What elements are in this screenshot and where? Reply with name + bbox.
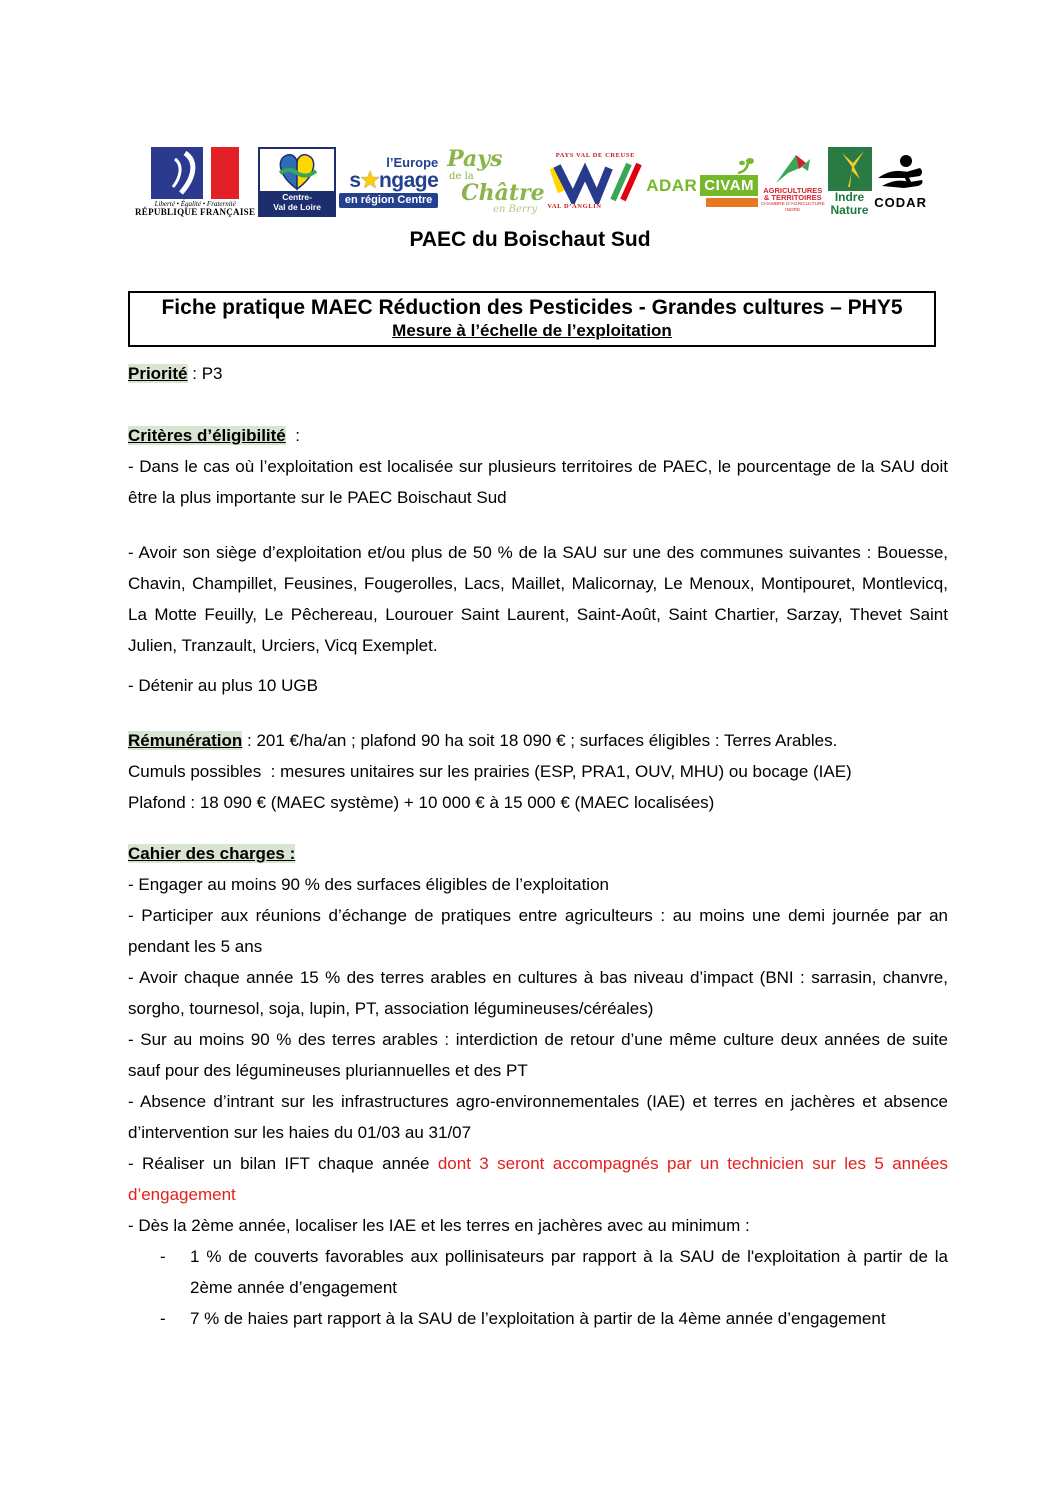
rf-motto: Liberté • Égalité • Fraternité bbox=[154, 199, 236, 208]
logo-codar bbox=[874, 154, 927, 210]
agri-line4: INDRE bbox=[785, 207, 801, 213]
adar-label: ADAR bbox=[646, 175, 698, 195]
priority-label: Priorité bbox=[128, 364, 188, 383]
sub-item-1 bbox=[128, 1241, 948, 1303]
title-box-heading: Fiche pratique MAEC Réduction des Pesticides - Grandes cultures – PHY5 bbox=[161, 296, 903, 319]
logo-strip bbox=[135, 136, 927, 228]
rf-name: RÉPUBLIQUE FRANÇAISE bbox=[135, 206, 256, 217]
logo-adar-civam bbox=[646, 157, 758, 208]
indre-line2: Nature bbox=[830, 203, 869, 217]
priority-value: : P3 bbox=[187, 364, 223, 383]
indre-line1: Indre bbox=[834, 190, 865, 205]
chatre-berry: en Berry bbox=[493, 204, 538, 216]
logo-republique-francaise bbox=[135, 147, 255, 218]
cvl-label bbox=[260, 191, 334, 215]
europe-s: s bbox=[349, 168, 361, 192]
chatre-pays: Pays bbox=[447, 146, 503, 173]
creuse-bottom-label: VAL D’ANGLIN bbox=[547, 203, 602, 210]
spec-item-6 bbox=[128, 1148, 948, 1210]
spec-item-4: - Sur au moins 90 % des terres arables : interdiction de retour d’une même culture deux années de suite sauf pour des légumineuses pluriannuelles et des PT bbox=[128, 1030, 948, 1080]
spec-item-7: - Dès la 2ème année, localiser les IAE et les terres en jachères avec au minimum : bbox=[128, 1216, 750, 1235]
sub-item-2-text: 7 % de haies part rapport à la SAU de l’exploitation à partir de la 4ème année d’engagement bbox=[190, 1309, 886, 1328]
spec-item-1: - Engager au moins 90 % des surfaces éligibles de l’exploitation bbox=[128, 875, 609, 894]
specifications-heading bbox=[128, 838, 948, 869]
remuneration-line3: Plafond : 18 090 € (MAEC système) + 10 000 € à 15 000 € (MAEC localisées) bbox=[128, 793, 715, 812]
europe-ngage: ngage bbox=[378, 168, 439, 192]
agri-line2: & TERRITOIRES bbox=[763, 193, 822, 203]
chamber-bird-icon bbox=[772, 151, 814, 187]
specifications-label: Cahier des charges : bbox=[128, 844, 296, 863]
remuneration-text: : 201 €/ha/an ; plafond 90 ha soit 18 090 € ; surfaces éligibles : Terres Arables. bbox=[242, 731, 838, 750]
europe-line1: l’Europe bbox=[386, 154, 439, 170]
leaf-icon bbox=[734, 157, 758, 175]
logo-indre-nature bbox=[828, 147, 872, 216]
document-body bbox=[128, 358, 948, 1334]
eligibility-heading bbox=[128, 420, 948, 451]
w-icon bbox=[547, 160, 643, 204]
logo-europe-sengage bbox=[339, 156, 438, 208]
bird-tree-icon bbox=[830, 149, 870, 189]
europe-band: en région Centre bbox=[339, 193, 438, 209]
adar-orange-band bbox=[706, 198, 758, 207]
remuneration-paragraph bbox=[128, 725, 948, 756]
eligibility-label: Critères d’éligibilité bbox=[128, 426, 286, 445]
codar-label: CODAR bbox=[874, 195, 927, 211]
spec-item-6-red: dont 3 seront accompagnés par un technicien sur les 5 années d’engagement bbox=[128, 1154, 948, 1204]
eligibility-paragraph-3: - Détenir au plus 10 UGB bbox=[128, 676, 318, 695]
chatre-dela: de la bbox=[449, 170, 474, 182]
page-title: PAEC du Boischaut Sud bbox=[409, 228, 651, 251]
cvl-line1: Centre- bbox=[282, 192, 312, 203]
sub-item-2-marker: - bbox=[160, 1309, 166, 1328]
logo-centre-val-de-loire bbox=[258, 147, 336, 217]
spec-item-5: - Absence d’intrant sur les infrastructures agro-environnementales (IAE) et terres en jachères et absence d’intervention sur les haies du 01/03 au 31/07 bbox=[128, 1092, 948, 1142]
sub-item-1-text: 1 % de couverts favorables aux pollinisateurs par rapport à la SAU de l'exploitation à partir de la 2ème année d’engagement bbox=[190, 1247, 948, 1297]
sub-item-2 bbox=[128, 1303, 948, 1334]
french-flag-icon bbox=[151, 147, 239, 199]
cvl-line2: Val de Loire bbox=[273, 202, 321, 212]
spec-item-3: - Avoir chaque année 15 % des terres arables en cultures à bas niveau d’impact (BNI : sarrasin, chanvre, sorgho, tournesol, soja, lupin, PT, association légumineuses/céréales) bbox=[128, 968, 948, 1018]
logo-pays-de-la-chatre bbox=[447, 148, 545, 215]
remuneration-line2: Cumuls possibles : mesures unitaires sur les prairies (ESP, PRA1, OUV, MHU) ou bocage (IAE) bbox=[128, 762, 852, 781]
remuneration-label: Rémunération bbox=[128, 731, 243, 750]
priority-line bbox=[128, 358, 948, 389]
star-icon: ★ bbox=[360, 168, 379, 192]
sub-item-1-marker: - bbox=[160, 1247, 166, 1266]
spec-item-2: - Participer aux réunions d’échange de pratiques entre agriculteurs : au moins une demi journée par an pendant les 5 ans bbox=[128, 906, 948, 956]
title-box bbox=[128, 291, 936, 347]
chatre-chatre: Châtre bbox=[461, 180, 545, 206]
agri-line1: AGRICULTURES bbox=[763, 185, 823, 195]
logo-agricultures-territoires bbox=[761, 151, 825, 214]
civam-label: CIVAM bbox=[700, 175, 758, 197]
indre-nature-label bbox=[830, 191, 868, 216]
eligibility-paragraph-1: - Dans le cas où l’exploitation est localisée sur plusieurs territoires de PAEC, le pourcentage de la SAU doit être la plus importante sur le PAEC Boischaut Sud bbox=[128, 457, 948, 507]
eligibility-colon: : bbox=[285, 426, 300, 445]
person-icon bbox=[876, 154, 926, 194]
logo-pays-val-de-creuse bbox=[547, 153, 643, 211]
creuse-top-label: PAYS VAL DE CREUSE bbox=[555, 152, 636, 160]
title-box-subheading: Mesure à l’échelle de l’exploitation bbox=[392, 321, 672, 340]
eligibility-paragraph-2: - Avoir son siège d’exploitation et/ou plus de 50 % de la SAU sur une des communes suivantes : Bouesse, Chavin, Champillet, Feusines, Fougerolles, Lacs, Maillet, Malicornay, Le Menoux, Montipouret, Montlevicq, La Motte Feuilly, Le Pêchereau, Lourouer Saint Laurent, Saint-Août, Saint Chartier, Sarzay, Thevet Saint Julien, Tranzault, Urciers, Vicq Exemplet. bbox=[128, 543, 948, 655]
europe-line2 bbox=[349, 170, 438, 192]
agri-line3: CHAMBRE D’AGRICULTURE bbox=[760, 201, 825, 207]
spec-item-6-normal: - Réaliser un bilan IFT chaque année bbox=[128, 1154, 438, 1173]
heart-icon bbox=[272, 149, 322, 191]
